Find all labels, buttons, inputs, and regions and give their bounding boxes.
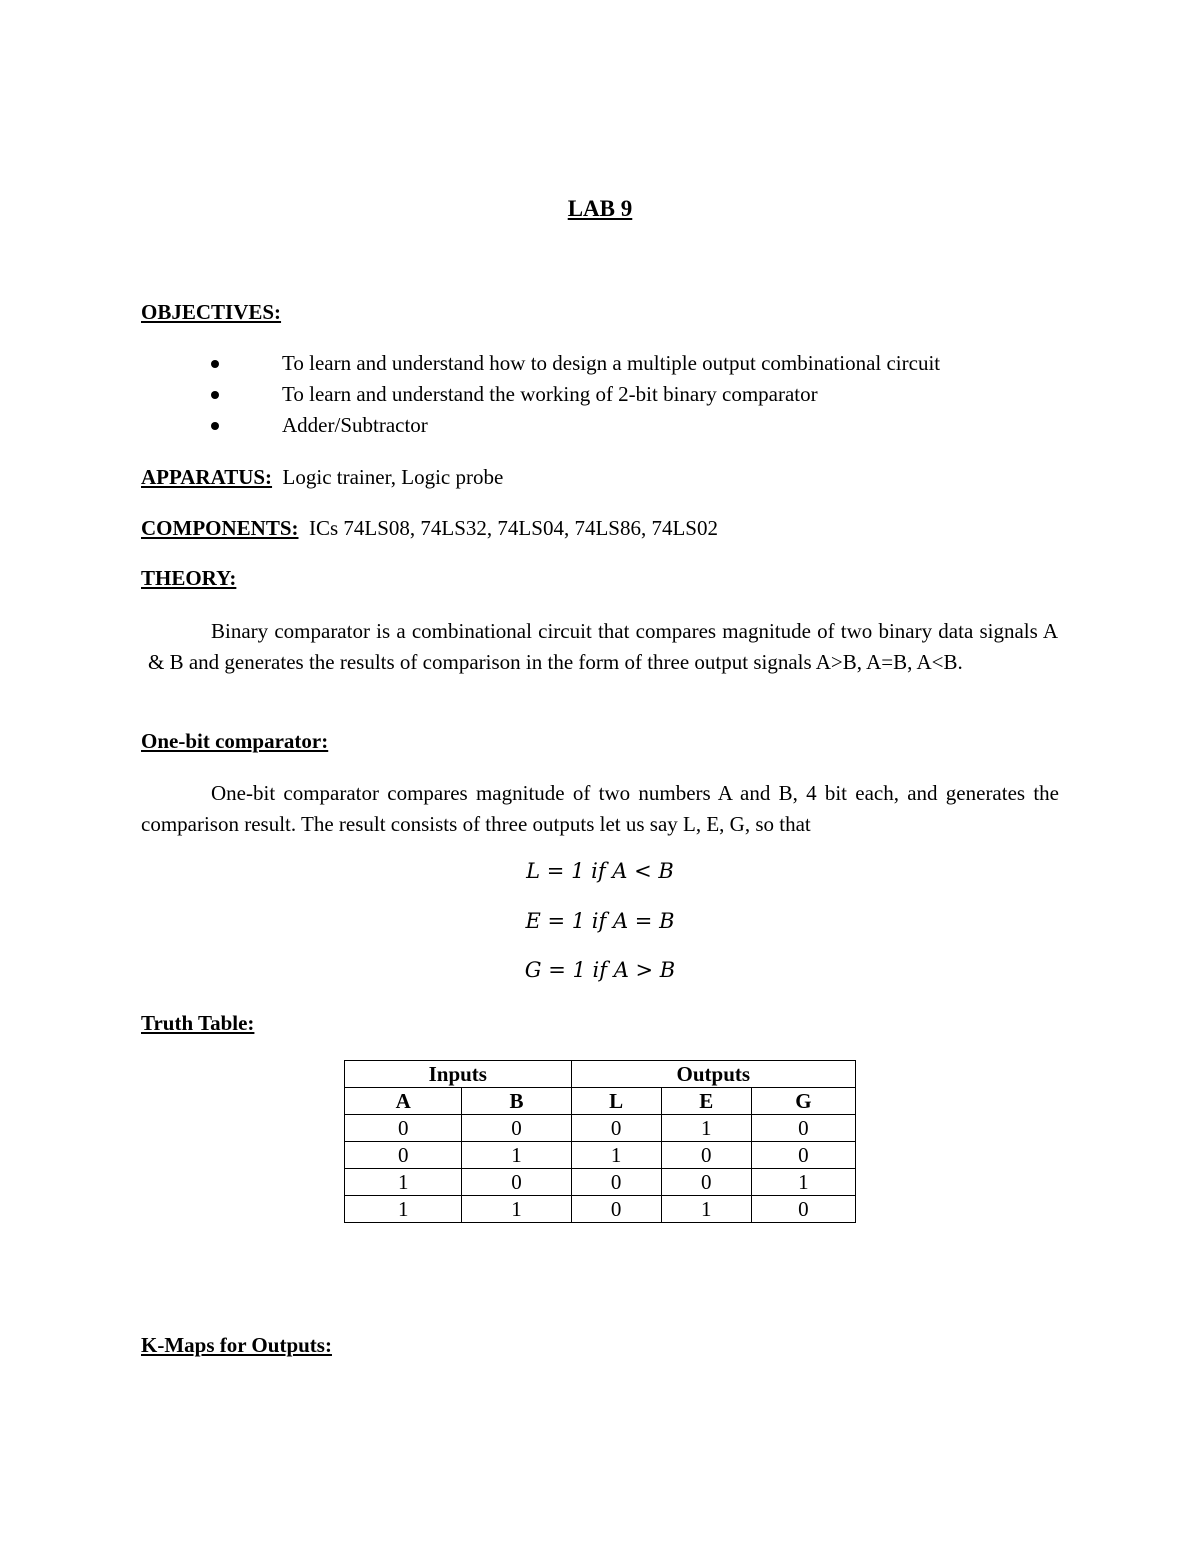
apparatus-value: Logic trainer, Logic probe: [282, 465, 504, 489]
table-column-header-row: [345, 1088, 856, 1115]
column-header: A: [345, 1088, 462, 1115]
components-value: ICs 74LS08, 74LS32, 74LS04, 74LS86, 74LS02: [309, 516, 718, 540]
one-bit-heading: One-bit comparator:: [141, 729, 329, 753]
components-row: [141, 516, 718, 541]
column-header: B: [462, 1088, 571, 1115]
table-cell: 1: [345, 1196, 462, 1223]
page-title: LAB 9: [567, 196, 633, 221]
bullet-icon: [211, 422, 219, 430]
table-cell: 0: [751, 1115, 855, 1142]
outputs-group-header: Outputs: [571, 1061, 855, 1088]
bullet-icon: [211, 360, 219, 368]
table-cell: 1: [661, 1196, 751, 1223]
objective-item: Adder/Subtractor: [282, 413, 428, 437]
equation-l: L = 1 if A < B: [526, 859, 674, 883]
table-row: [345, 1196, 856, 1223]
table-cell: 0: [345, 1142, 462, 1169]
table-cell: 0: [751, 1196, 855, 1223]
one-bit-paragraph: One-bit comparator compares magnitude of two numbers A and B, 4 bit each, and generates the comparison result. The result consists of three outputs let us say L, E, G, so that: [141, 781, 1059, 836]
table-cell: 0: [571, 1196, 661, 1223]
apparatus-row: [141, 465, 503, 490]
table-cell: 0: [661, 1169, 751, 1196]
components-heading: COMPONENTS:: [141, 516, 299, 540]
equation-e: E = 1 if A = B: [525, 909, 675, 933]
table-cell: 0: [661, 1142, 751, 1169]
equation-g: G = 1 if A > B: [524, 958, 676, 982]
table-cell: 0: [751, 1142, 855, 1169]
table-cell: 1: [571, 1142, 661, 1169]
table-cell: 0: [571, 1115, 661, 1142]
column-header: E: [661, 1088, 751, 1115]
apparatus-heading: APPARATUS:: [141, 465, 273, 489]
table-cell: 1: [661, 1115, 751, 1142]
table-group-header-row: [345, 1061, 856, 1088]
table-row: [345, 1142, 856, 1169]
inputs-group-header: Inputs: [345, 1061, 572, 1088]
table-row: [345, 1169, 856, 1196]
theory-heading: THEORY:: [141, 566, 237, 590]
column-header: G: [751, 1088, 855, 1115]
table-cell: 0: [462, 1169, 571, 1196]
column-header: L: [571, 1088, 661, 1115]
theory-paragraph: Binary comparator is a combinational circuit that compares magnitude of two binary data signals A & B and generates the results of comparison in the form of three output signals A>B, A=B, A<B.: [148, 619, 1058, 674]
table-cell: 1: [751, 1169, 855, 1196]
table-cell: 0: [571, 1169, 661, 1196]
kmaps-heading: K-Maps for Outputs:: [141, 1333, 332, 1357]
truth-table-heading: Truth Table:: [141, 1011, 255, 1035]
table-cell: 1: [345, 1169, 462, 1196]
bullet-icon: [211, 391, 219, 399]
truth-table: [344, 1060, 856, 1223]
table-cell: 0: [462, 1115, 571, 1142]
objective-item: To learn and understand the working of 2-bit binary comparator: [282, 382, 818, 406]
table-row: [345, 1115, 856, 1142]
table-cell: 0: [345, 1115, 462, 1142]
objective-item: To learn and understand how to design a multiple output combinational circuit: [282, 351, 941, 375]
table-cell: 1: [462, 1196, 571, 1223]
objectives-heading: OBJECTIVES:: [141, 300, 282, 324]
table-cell: 1: [462, 1142, 571, 1169]
